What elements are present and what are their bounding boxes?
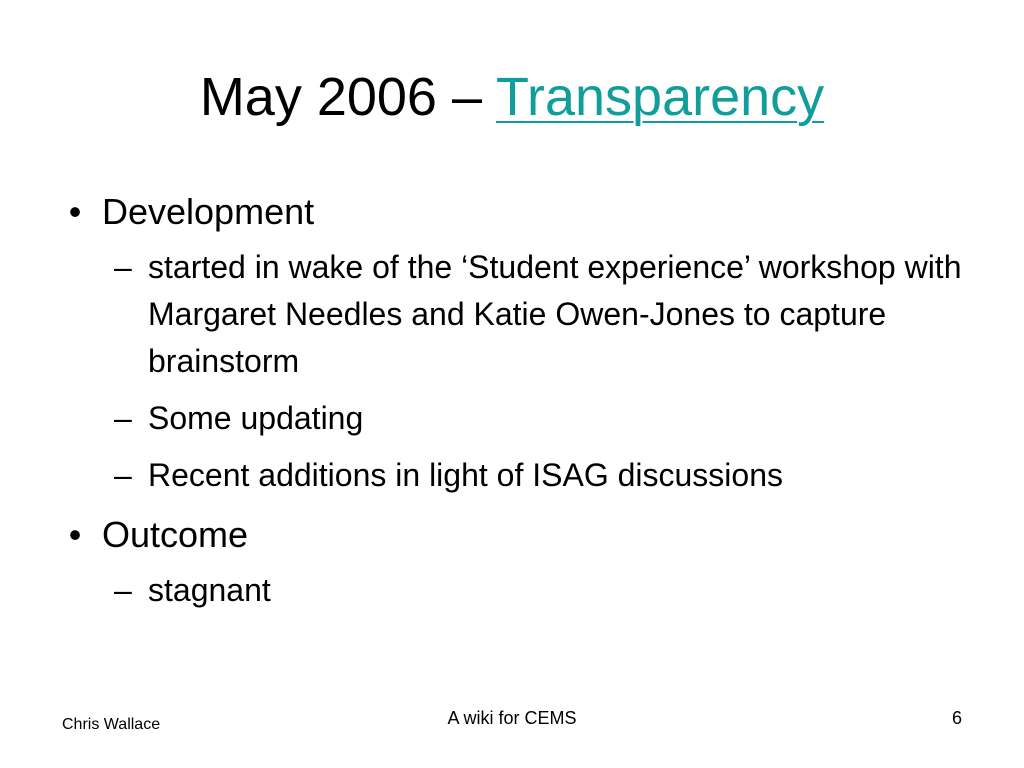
bullet-outcome — [60, 509, 980, 561]
bullet-marker: • — [68, 514, 82, 555]
dash-marker: – — [114, 400, 132, 436]
subitem-isag — [60, 452, 980, 499]
subitem-stagnant — [60, 567, 980, 614]
subitem-workshop — [60, 244, 980, 385]
subitem-text: Some updating — [148, 400, 364, 436]
page-number: 6 — [952, 708, 963, 728]
dash-marker: – — [114, 572, 132, 608]
title-prefix: May 2006 – — [199, 67, 497, 127]
dash-marker: – — [114, 249, 132, 285]
slide-title — [0, 62, 1024, 132]
bullet-development — [60, 186, 980, 238]
subitem-text: started in wake of the ‘Student experience’ workshop with Margaret Needles and Katie Owen-Jones to capture brainstorm — [148, 249, 962, 379]
bullet-marker: • — [68, 191, 82, 232]
title-link[interactable]: Transparency — [496, 67, 825, 127]
slide-body — [60, 186, 980, 624]
dash-marker: – — [114, 457, 132, 493]
footer-title: A wiki for CEMS — [447, 708, 577, 728]
bullet-text: Outcome — [102, 514, 249, 555]
bullet-text: Development — [102, 191, 315, 232]
subitem-text: stagnant — [148, 572, 271, 608]
subitem-updating — [60, 395, 980, 442]
subitem-text: Recent additions in light of ISAG discussions — [148, 457, 783, 493]
footer-author: Chris Wallace — [62, 716, 161, 733]
